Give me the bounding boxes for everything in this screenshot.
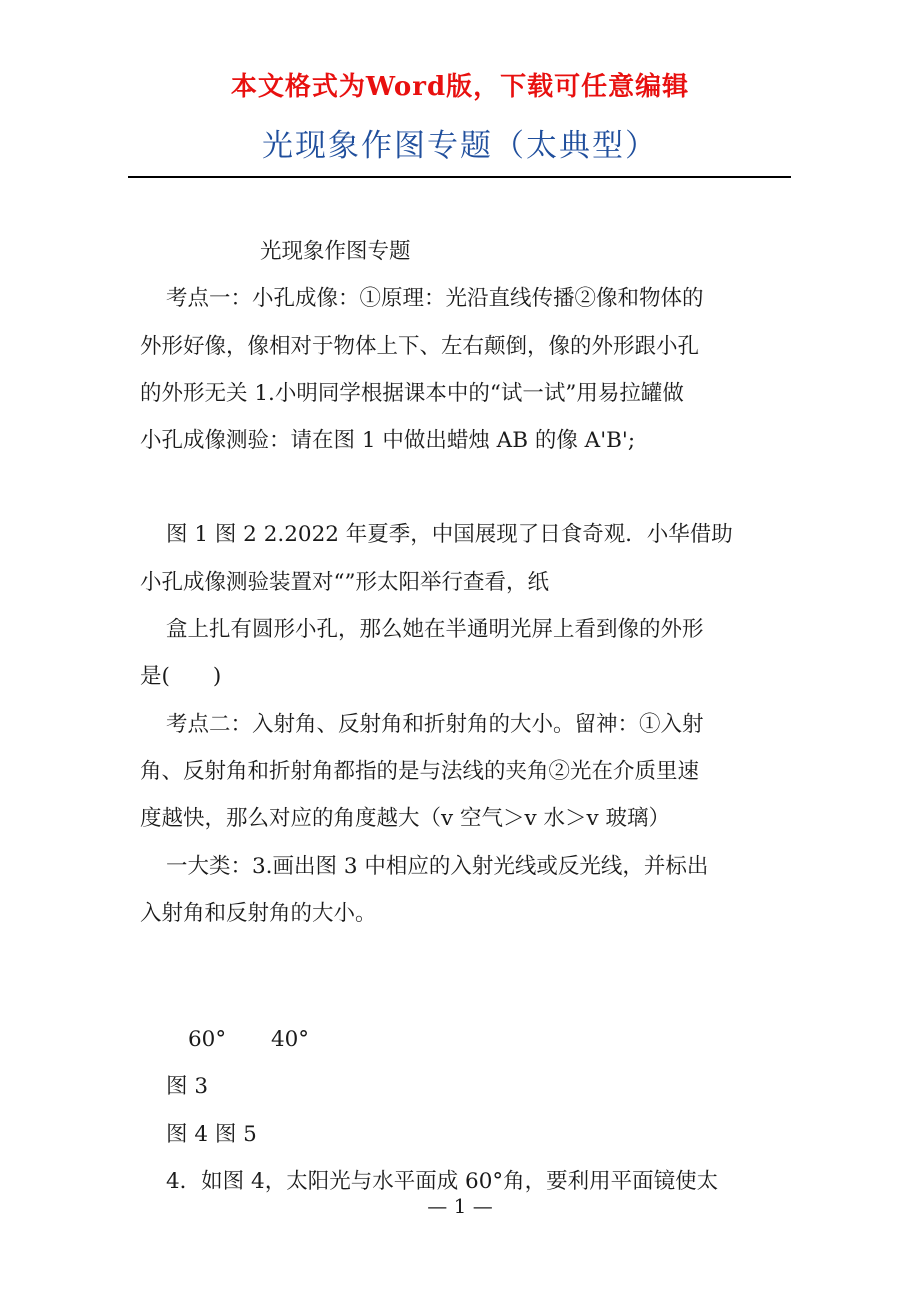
paragraph-line: 角、反射角和折射角都指的是与法线的夹角②光在介质里速	[140, 758, 700, 784]
paragraph-line: 入射角和反射角的大小。	[140, 900, 377, 926]
paragraph-line: 考点二：入射角、反射角和折射角的大小。留神：①入射	[166, 711, 704, 737]
paragraph-line: 小孔成像测验：请在图 1 中做出蜡烛 AB 的像 A'B';	[140, 428, 636, 454]
figure-gap	[140, 464, 785, 511]
format-notice: 本文格式为Word版，下载可任意编辑	[230, 72, 690, 102]
document-title: 光现象作图专题（太典型）	[262, 128, 658, 164]
paragraph-line: 图 1 图 2 2.2022 年夏季，中国展现了日食奇观．小华借助	[166, 522, 733, 548]
figure-caption: 图 3	[166, 1074, 209, 1100]
paragraph-line: 4．如图 4，太阳光与水平面成 60°角，要利用平面镜使太	[166, 1169, 719, 1195]
paragraph-line: 的外形无关 1.小明同学根据课本中的“试一试”用易拉罐做	[140, 380, 684, 406]
angle-label-40: 40°	[270, 1027, 310, 1053]
paragraph-line: 度越快，那么对应的角度越大（v 空气＞v 水＞v 玻璃）	[140, 806, 670, 832]
angle-label-60: 60°	[188, 1027, 227, 1053]
paragraph-line: 外形好像，像相对于物体上下、左右颠倒，像的外形跟小孔	[140, 333, 700, 359]
figure-gap	[140, 937, 785, 1016]
angle-labels	[140, 1016, 785, 1063]
page-number: — 1 —	[427, 1194, 493, 1218]
section-subtitle: 光现象作图专题	[260, 239, 411, 264]
paragraph-line: 小孔成像测验装置对“”形太阳举行查看，纸	[140, 569, 549, 595]
document-body	[140, 228, 785, 1205]
paragraph-line: 盒上扎有圆形小孔，那么她在半通明光屏上看到像的外形	[166, 617, 704, 643]
paragraph-line: 是( )	[140, 664, 222, 690]
paragraph-line: 一大类：3.画出图 3 中相应的入射光线或反光线，并标出	[166, 853, 709, 879]
paragraph-line: 考点一：小孔成像：①原理：光沿直线传播②像和物体的	[166, 286, 704, 312]
title-divider	[128, 176, 791, 178]
figure-caption: 图 4 图 5	[166, 1121, 257, 1147]
